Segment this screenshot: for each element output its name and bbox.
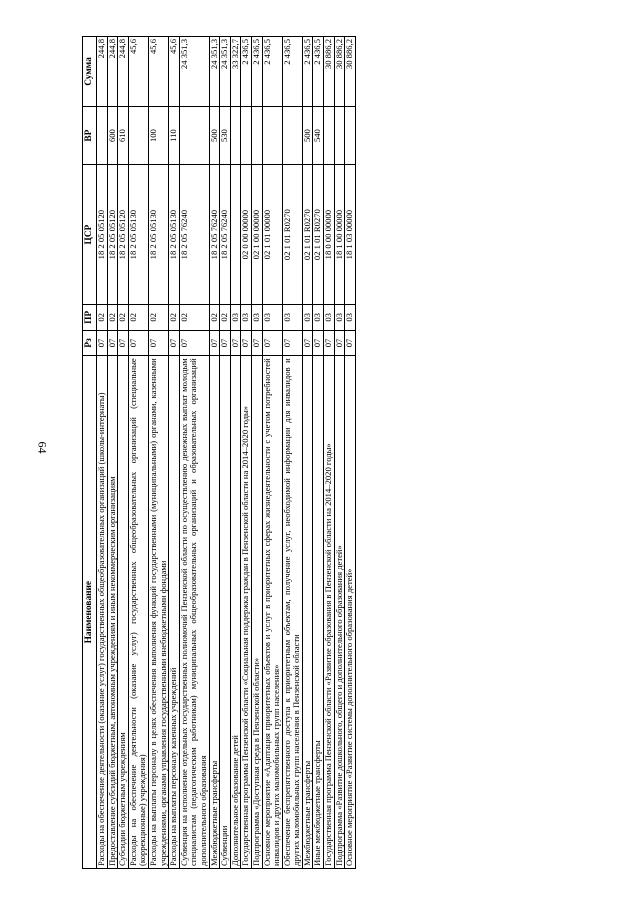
row-sum: 45,6 (169, 37, 180, 107)
table-row (251, 37, 262, 869)
table-row (107, 37, 118, 869)
row-sum: 2 436,5 (282, 37, 302, 107)
row-vr: 500 (209, 106, 220, 164)
row-vr (97, 106, 108, 164)
row-pr: 03 (345, 305, 356, 331)
row-vr: 100 (148, 106, 168, 164)
row-csr: 18 2 05 05130 (128, 165, 148, 305)
row-vr: 500 (302, 106, 313, 164)
row-sum: 30 886,2 (345, 37, 356, 107)
row-rz: 07 (230, 330, 241, 356)
row-pr: 03 (313, 305, 324, 331)
table-row (179, 37, 209, 869)
row-rz: 07 (324, 330, 335, 356)
row-csr: 02 1 01 R0270 (302, 165, 313, 305)
row-pr: 02 (169, 305, 180, 331)
table-row (324, 37, 335, 869)
row-rz: 07 (209, 330, 220, 356)
row-pr: 03 (241, 305, 252, 331)
row-rz: 07 (107, 330, 118, 356)
row-vr (324, 106, 335, 164)
row-rz: 07 (282, 330, 302, 356)
row-name: Основное мероприятие «Развитие системы дополнительного образования детей» (345, 356, 356, 869)
table-container (82, 36, 588, 869)
row-vr: 110 (169, 106, 180, 164)
row-sum: 244,8 (107, 37, 118, 107)
row-name: Дополнительное образование детей (230, 356, 241, 869)
row-sum: 24 351,3 (179, 37, 209, 107)
row-vr: 540 (313, 106, 324, 164)
row-name: Расходы на выплаты персоналу казенных учреждений (169, 356, 180, 869)
header-csr: ЦСР (83, 165, 97, 305)
row-sum: 45,6 (148, 37, 168, 107)
budget-table (82, 36, 356, 869)
row-csr: 18 2 05 05120 (118, 165, 129, 305)
page-number: 64 (35, 441, 50, 454)
row-name: Подпрограмма «Доступная среда в Пензенской области» (251, 356, 262, 869)
row-vr (345, 106, 356, 164)
row-pr: 03 (262, 305, 282, 331)
row-name: Межбюджетные трансферты (209, 356, 220, 869)
row-sum: 2 436,5 (251, 37, 262, 107)
row-csr: 18 2 05 05120 (97, 165, 108, 305)
row-rz: 07 (241, 330, 252, 356)
table-row (313, 37, 324, 869)
row-csr: 18 2 05 05130 (169, 165, 180, 305)
header-name: Наименование (83, 356, 97, 869)
row-vr: 530 (220, 106, 231, 164)
header-rz: Рз (83, 330, 97, 356)
row-pr: 03 (230, 305, 241, 331)
row-pr: 03 (324, 305, 335, 331)
row-rz: 07 (334, 330, 345, 356)
row-sum: 2 436,5 (262, 37, 282, 107)
row-name: Расходы на выплаты персоналу в целях обеспечения выполнения функций государственными (муниципальными) органами, казенными учреждениями, органами управления государственными внебюджетными фондами (148, 356, 168, 869)
row-sum: 24 351,3 (220, 37, 231, 107)
row-sum: 2 436,5 (313, 37, 324, 107)
row-rz: 07 (118, 330, 129, 356)
row-rz: 07 (169, 330, 180, 356)
row-name: Государственная программа Пензенской области «Социальная поддержка граждан в Пензенской области на 2014–2020 годы» (241, 356, 252, 869)
row-csr: 18 1 03 00000 (345, 165, 356, 305)
row-name: Государственная программа Пензенской области «Развитие образования в Пензенской области на 2014–2020 годы» (324, 356, 335, 869)
row-csr (230, 165, 241, 305)
row-csr: 02 0 00 00000 (241, 165, 252, 305)
row-sum: 2 436,5 (302, 37, 313, 107)
row-vr (282, 106, 302, 164)
row-rz: 07 (251, 330, 262, 356)
row-name: Расходы на обеспечение деятельности (оказание услуг) государственных общеобразовательных организаций (школы-интернаты) (97, 356, 108, 869)
row-csr: 18 2 05 76240 (179, 165, 209, 305)
row-pr: 02 (220, 305, 231, 331)
table-row (148, 37, 168, 869)
row-name: Подпрограмма «Развитие дошкольного, общего и дополнительного образования детей» (334, 356, 345, 869)
row-csr: 18 1 00 00000 (334, 165, 345, 305)
row-pr: 03 (282, 305, 302, 331)
row-sum: 244,8 (118, 37, 129, 107)
table-row (302, 37, 313, 869)
row-vr (262, 106, 282, 164)
table-row (169, 37, 180, 869)
row-rz: 07 (97, 330, 108, 356)
row-sum: 30 886,2 (334, 37, 345, 107)
row-name: Субвенция на исполнение отдельных государственных полномочий Пензенской области по осуществлению денежных выплат молодым специалистам (педагогическим работникам) муниципальных общеобразовательных организаций и образовательных организаций дополнительного образования (179, 356, 209, 869)
row-sum: 30 886,2 (324, 37, 335, 107)
row-vr (241, 106, 252, 164)
row-rz: 07 (345, 330, 356, 356)
row-pr: 03 (251, 305, 262, 331)
table-body (97, 37, 356, 869)
row-rz: 07 (302, 330, 313, 356)
table-row (282, 37, 302, 869)
row-csr: 18 2 05 76240 (209, 165, 220, 305)
table-row (345, 37, 356, 869)
table-row (128, 37, 148, 869)
table-row (97, 37, 108, 869)
rotated-table-area (82, 36, 588, 869)
row-vr: 610 (118, 106, 129, 164)
row-csr: 18 2 05 05120 (107, 165, 118, 305)
row-rz: 07 (262, 330, 282, 356)
row-name: Субсидии бюджетным учреждениям (118, 356, 129, 869)
row-pr: 02 (107, 305, 118, 331)
row-name: Расходы на обеспечение деятельности (оказание услуг) государственных общеобразовательных организаций (специальные (коррекционные) учреждения) (128, 356, 148, 869)
row-vr: 600 (107, 106, 118, 164)
row-vr (179, 106, 209, 164)
row-sum: 33 322,7 (230, 37, 241, 107)
header-sum: Сумма (83, 37, 97, 107)
row-name: Обеспечение беспрепятственного доступа к приоритетным объектам, получение услуг, необходимой информации для инвалидов и других маломобильных групп населения в Пензенской области (282, 356, 302, 869)
table-row (220, 37, 231, 869)
header-vr: ВР (83, 106, 97, 164)
row-sum: 45,6 (128, 37, 148, 107)
row-pr: 02 (97, 305, 108, 331)
row-rz: 07 (179, 330, 209, 356)
row-csr: 18 0 00 00000 (324, 165, 335, 305)
row-vr (128, 106, 148, 164)
row-csr: 02 1 01 R0270 (282, 165, 302, 305)
row-rz: 07 (128, 330, 148, 356)
row-pr: 02 (179, 305, 209, 331)
table-row (118, 37, 129, 869)
row-rz: 07 (148, 330, 168, 356)
row-csr: 18 2 05 05130 (148, 165, 168, 305)
row-pr: 03 (334, 305, 345, 331)
row-pr: 02 (118, 305, 129, 331)
row-csr: 02 1 00 00000 (251, 165, 262, 305)
row-csr: 18 2 05 76240 (220, 165, 231, 305)
row-sum: 2 436,5 (241, 37, 252, 107)
row-vr (334, 106, 345, 164)
row-sum: 24 351,3 (209, 37, 220, 107)
table-header-row (83, 37, 97, 869)
row-name: Иные межбюджетные трансферты (313, 356, 324, 869)
row-pr: 03 (302, 305, 313, 331)
row-vr (230, 106, 241, 164)
table-row (334, 37, 345, 869)
row-pr: 02 (209, 305, 220, 331)
row-name: Субвенции (220, 356, 231, 869)
row-name: Межбюджетные трансферты (302, 356, 313, 869)
row-name: Основное мероприятие «Адаптация приоритетных объектов и услуг в приоритетных сферах жизнедеятельности с учетом потребностей инвалидов и других маломобильных групп населения» (262, 356, 282, 869)
table-row (241, 37, 252, 869)
row-csr: 02 1 01 R0270 (313, 165, 324, 305)
row-pr: 02 (148, 305, 168, 331)
table-row (209, 37, 220, 869)
row-rz: 07 (220, 330, 231, 356)
header-pr: ПР (83, 305, 97, 331)
row-sum: 244,8 (97, 37, 108, 107)
row-csr: 02 1 01 00000 (262, 165, 282, 305)
row-vr (251, 106, 262, 164)
row-rz: 07 (313, 330, 324, 356)
table-row (262, 37, 282, 869)
row-pr: 02 (128, 305, 148, 331)
table-row (230, 37, 241, 869)
row-name: Предоставление субсидий бюджетным, автономным учреждениям и иным некоммерческим организациям (107, 356, 118, 869)
